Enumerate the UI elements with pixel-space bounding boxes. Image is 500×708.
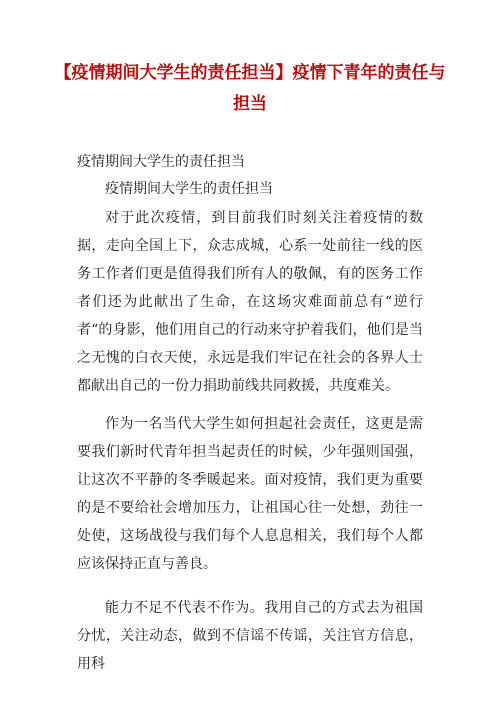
document-title: 【疫情期间大学生的责任担当】疫情下青年的责任与担当 <box>54 63 446 114</box>
sub-heading: 疫情期间大学生的责任担当 <box>105 181 273 197</box>
section-heading: 疫情期间大学生的责任担当 <box>77 154 245 170</box>
body-paragraph-1: 对于此次疫情，到目前我们时刻关注着疫情的数据，走向全国上下，众志成城，心系一处前往一线的医务工作者们更是值得我们所有人的敬佩，有的医务工作者们还为此献出了生命，在这场灾难面前总有“逆行者“的身影，他们用自己的行动来守护着我们，他们是当之无愧的白衣天使，永远是我们牢记在社会的各界人士都献出自己的一份力捐助前线共同救援，共度难关。 <box>77 210 423 394</box>
body-paragraph-2: 作为一名当代大学生如何担起社会责任，这更是需要我们新时代青年担当起责任的时候，少年强则国强，让这次不平静的冬季暖起来。面对疫情，我们更为重要的是不要给社会增加压力，让祖国心往一处想，劲往一处使，这场战役与我们每个人息息相关，我们每个人都应该保持正直与善良。 <box>77 416 423 572</box>
body-paragraph-3: 能力不足不代表不作为。我用自己的方式去为祖国分忧，关注动态，做到不信谣不传谣，关注官方信息，用科 <box>77 600 423 672</box>
